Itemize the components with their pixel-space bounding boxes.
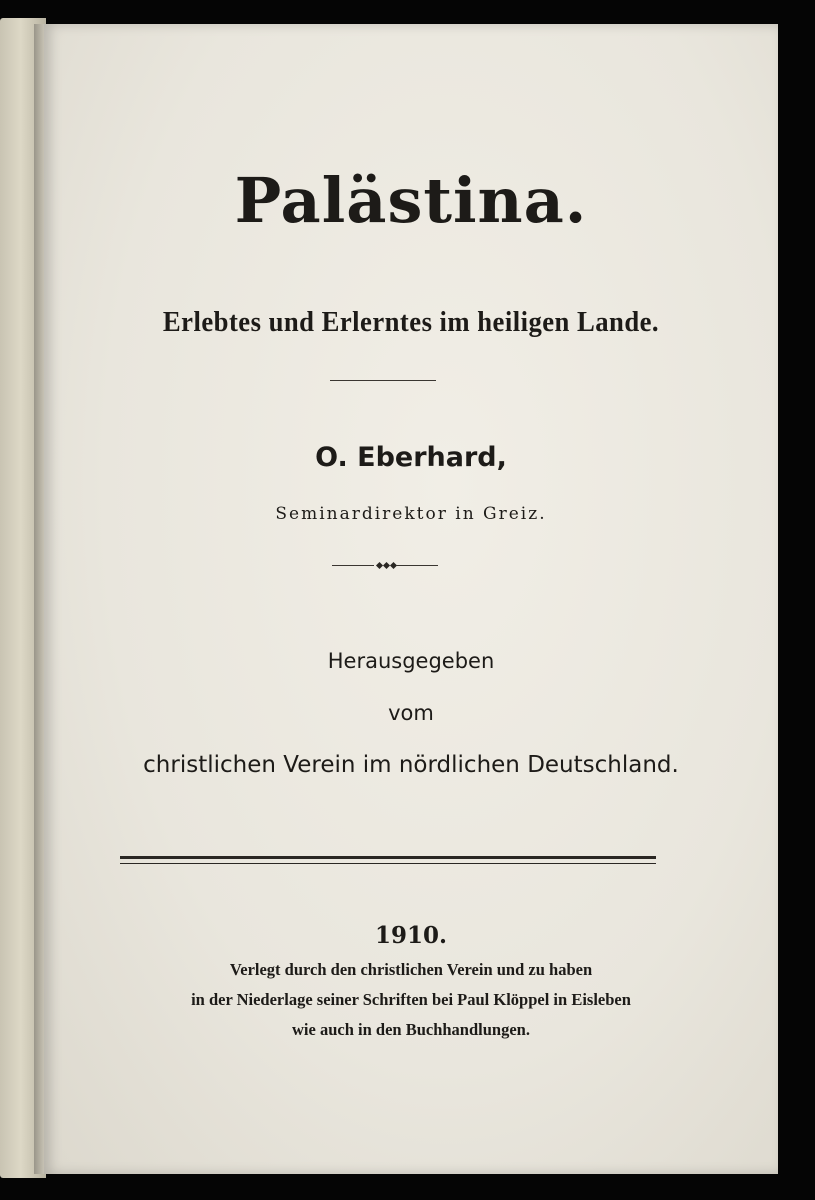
imprint-line: wie auch in den Buchhandlungen.: [292, 1020, 530, 1039]
imprint-line: Verlegt durch den christlichen Verein und zu haben: [229, 960, 593, 979]
author-position: Seminardirektor in Greiz.: [275, 504, 547, 524]
book-subtitle: Erlebtes und Erlerntes im heiligen Lande.: [162, 306, 660, 338]
book-title: Palästina.: [234, 164, 588, 237]
publisher-label: Herausgegeben: [327, 649, 495, 673]
imprint-line: in der Niederlage seiner Schriften bei Paul Klöppel in Eisleben: [191, 990, 631, 1009]
publisher-name: christlichen Verein im nördlichen Deutschland.: [143, 752, 679, 778]
title-page: [44, 24, 778, 1174]
divider-rule: [330, 380, 436, 381]
double-rule: [120, 856, 656, 864]
publication-year: 1910.: [374, 922, 448, 949]
author-name: O. Eberhard,: [315, 442, 507, 473]
publisher-preposition: vom: [388, 701, 434, 725]
ornament-divider: [332, 560, 438, 572]
